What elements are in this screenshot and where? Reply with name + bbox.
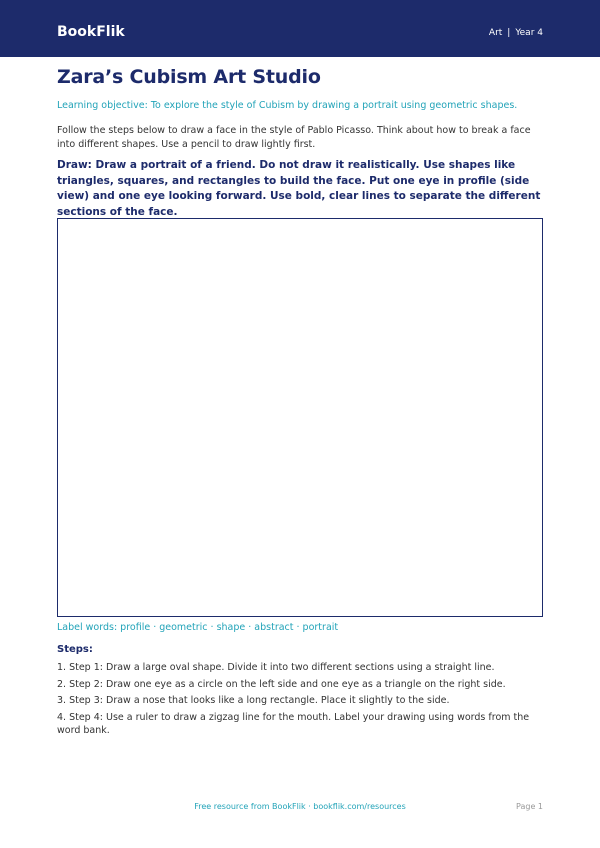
- steps-list: [57, 661, 543, 741]
- page-title: Zara’s Cubism Art Studio: [57, 66, 321, 88]
- step-item: 2. Step 2: Draw one eye as a circle on the left side and one eye as a triangle on the right side.: [57, 678, 506, 690]
- word-bank: Label words: profile · geometric · shape · abstract · portrait: [57, 622, 339, 633]
- subject-grade-label: [489, 27, 543, 39]
- step-item: 3. Step 3: Draw a nose that looks like a long rectangle. Place it slightly to the side.: [57, 695, 450, 706]
- task-instructions: Draw: Draw a portrait of a friend. Do not draw it realistically. Use shapes like triangles, squares, and rectangles to build the face. Put one eye in profile (side view) and one eye looking forward. Use bold, clear lines to separate the different sections of the face.: [57, 159, 541, 218]
- subject-label: Art: [488, 28, 503, 38]
- footer-link[interactable]: Free resource from BookFlik · bookflik.com/resources: [194, 802, 406, 811]
- step-item: 1. Step 1: Draw a large oval shape. Divide it into two different sections using a straight line.: [57, 662, 495, 673]
- page-number: Page 1: [516, 802, 543, 811]
- grade-label: Year 4: [515, 28, 543, 38]
- learning-objective: Learning objective: To explore the style of Cubism by drawing a portrait using geometric shapes.: [57, 100, 518, 111]
- intro-text: Follow the steps below to draw a face in the style of Pablo Picasso. Think about how to break a face into different shapes. Use a pencil to draw lightly first.: [57, 125, 531, 150]
- brand-logo-text[interactable]: BookFlik: [57, 24, 125, 40]
- drawing-area[interactable]: [57, 218, 543, 617]
- separator: |: [507, 28, 511, 38]
- step-item: 4. Step 4: Use a ruler to draw a zigzag line for the mouth. Label your drawing using words from the word bank.: [57, 711, 530, 736]
- steps-heading: Steps:: [57, 644, 93, 655]
- header-bar: [0, 0, 600, 57]
